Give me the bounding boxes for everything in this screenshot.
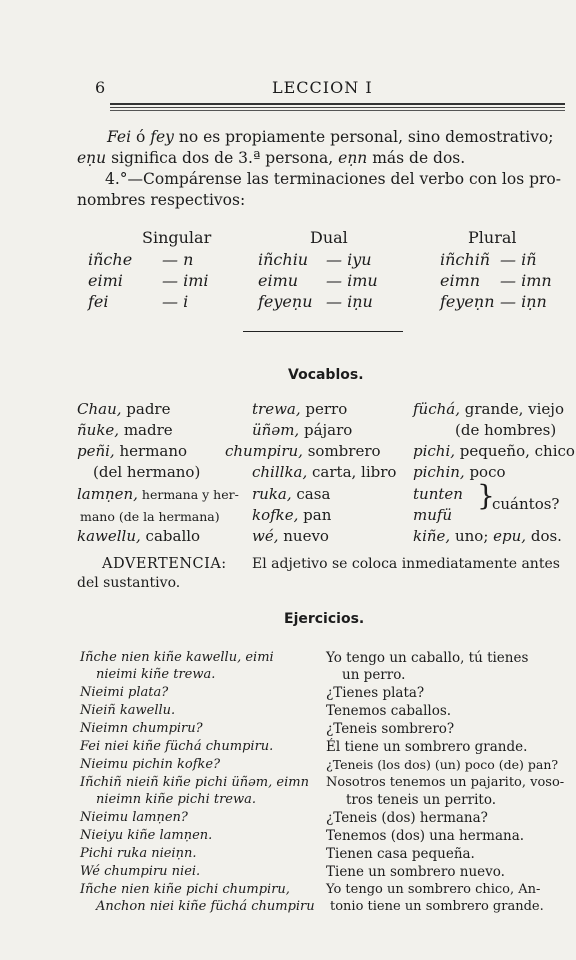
vocab-word: mufü xyxy=(413,506,453,524)
vocab-word: tunten xyxy=(413,485,463,503)
vocab-gloss: padre xyxy=(121,400,171,418)
vocab-entry xyxy=(225,442,381,460)
exercise-mapuche: Fei niei kiñe füchá chumpiru. xyxy=(80,739,274,754)
pronoun: eimu xyxy=(258,271,299,290)
vocab-entry xyxy=(77,527,200,545)
vocab-word: füchá, xyxy=(413,400,460,418)
exercise-mapuche: Iñche nien kiñe pichi chumpiru, xyxy=(80,882,290,897)
vocab-entry xyxy=(413,442,575,460)
advertencia-line2: del sustantivo. xyxy=(77,575,181,591)
pronoun: eimi xyxy=(88,271,123,290)
exercise-mapuche: Iñche nien kiñe kawellu, eimi xyxy=(80,650,274,665)
vocab-gloss: perro xyxy=(300,400,348,418)
plural-heading: Plural xyxy=(468,228,517,247)
vocab-entry xyxy=(252,527,329,545)
vocab-gloss: (de hombres) xyxy=(455,421,557,439)
ending: — imi xyxy=(162,271,209,290)
vocab-gloss: pequeño, chico xyxy=(455,442,575,460)
pronoun: feyeṇu xyxy=(258,292,313,311)
word: fey xyxy=(150,128,174,146)
pronoun: feyeṇn xyxy=(440,292,495,311)
pronoun: fei xyxy=(88,292,109,311)
vocab-gloss: (del hermano) xyxy=(93,463,201,481)
vocab-word: Chau, xyxy=(77,400,122,418)
text: más de dos. xyxy=(367,149,466,167)
exercise-spanish: Tenemos (dos) una hermana. xyxy=(326,828,525,844)
running-title: LECCION I xyxy=(272,78,373,97)
exercise-spanish: Tiene un sombrero nuevo. xyxy=(326,864,505,880)
vocab-word: lamṇen, xyxy=(77,485,138,503)
exercise-spanish: Tienen casa pequeña. xyxy=(326,846,475,862)
vocab-gloss: casa xyxy=(291,485,331,503)
pronoun: eimn xyxy=(440,271,481,290)
exercise-spanish: Tenemos caballos. xyxy=(326,703,452,719)
ending: — n xyxy=(162,250,194,269)
brace-icon: } xyxy=(477,479,495,512)
vocab-gloss: nuevo xyxy=(278,527,329,545)
vocab-gloss: cuántos? xyxy=(492,495,560,513)
vocab-word: pichin, xyxy=(413,463,465,481)
page-number: 6 xyxy=(95,78,106,97)
vocab-word: kawellu, xyxy=(77,527,141,545)
ending: — iñ xyxy=(500,250,537,269)
section-divider xyxy=(243,331,403,332)
exercise-mapuche: Iñchiñ nieiñ kiñe pichi üñəm, eimn xyxy=(80,775,309,790)
exercises-title: Ejercicios. xyxy=(284,611,365,627)
exercise-spanish: tros teneis un perrito. xyxy=(346,792,497,808)
ending: — iṇn xyxy=(500,292,547,311)
vocab-gloss: hermano xyxy=(114,442,188,460)
intro-line-1 xyxy=(107,127,554,148)
vocab-entry xyxy=(252,463,396,481)
exercise-spanish: un perro. xyxy=(342,667,406,683)
intro-line-3: 4.°—Compárense las terminaciones del verbo con los pro- xyxy=(105,170,561,188)
singular-heading: Singular xyxy=(142,228,212,247)
pronoun: iñchiu xyxy=(258,250,309,269)
exercise-mapuche: Nieimn chumpiru? xyxy=(80,721,203,736)
advertencia-text: El adjetivo se coloca inmediatamente antes xyxy=(252,556,560,572)
exercise-mapuche: Nieiyu kiñe lamṇen. xyxy=(80,828,213,843)
text: no es propiamente personal, sino demostrativo; xyxy=(173,128,554,146)
exercise-spanish: ¿Teneis sombrero? xyxy=(326,721,455,737)
text: ó xyxy=(131,128,151,146)
exercise-mapuche: Nieiñ kawellu. xyxy=(80,703,176,718)
exercise-spanish: Él tiene un sombrero grande. xyxy=(326,739,528,755)
exercise-spanish: Nosotros tenemos un pajarito, voso- xyxy=(326,775,565,790)
exercise-spanish: Yo tengo un sombrero chico, An- xyxy=(326,882,541,897)
vocab-entry xyxy=(77,485,239,503)
vocab-entry xyxy=(413,527,562,545)
vocab-word: chillka, xyxy=(252,463,308,481)
vocab-gloss: grande, viejo xyxy=(460,400,564,418)
dual-heading: Dual xyxy=(310,228,348,247)
intro-line-4: nombres respectivos: xyxy=(77,191,246,209)
vocab-gloss: madre xyxy=(119,421,173,439)
vocab-gloss: poco xyxy=(464,463,506,481)
vocab-title: Vocablos. xyxy=(288,367,364,383)
vocab-word: peñi, xyxy=(77,442,115,460)
ending: — iyu xyxy=(326,250,372,269)
vocab-entry xyxy=(77,442,187,460)
vocab-gloss: pájaro xyxy=(299,421,353,439)
vocab-word: kiñe, xyxy=(413,527,451,545)
exercise-spanish: Yo tengo un caballo, tú tienes xyxy=(326,650,529,666)
ending: — i xyxy=(162,292,189,311)
pronoun: iñchiñ xyxy=(440,250,491,269)
exercise-spanish: ¿Teneis (dos) hermana? xyxy=(326,810,488,826)
vocab-word: trewa, xyxy=(252,400,301,418)
exercise-spanish: ¿Tienes plata? xyxy=(326,685,425,701)
vocab-gloss: sombrero xyxy=(302,442,381,460)
exercise-mapuche: Anchon niei kiñe füchá chumpiru xyxy=(96,899,315,914)
exercise-mapuche: Nieimu lamṇen? xyxy=(80,810,188,825)
vocab-gloss: carta, libro xyxy=(307,463,397,481)
vocab-entry xyxy=(77,421,173,439)
vocab-gloss: pan xyxy=(298,506,332,524)
vocab-entry xyxy=(413,400,564,418)
ending: — imn xyxy=(500,271,552,290)
vocab-entry xyxy=(77,400,170,418)
vocab-word: epu, xyxy=(493,527,527,545)
exercise-mapuche: nieimi kiñe trewa. xyxy=(96,667,216,682)
vocab-gloss: mano (de la hermana) xyxy=(80,509,220,524)
ending: — iṇu xyxy=(326,292,373,311)
vocab-gloss: hermana y her- xyxy=(137,487,239,502)
exercise-mapuche: Wé chumpiru niei. xyxy=(80,864,201,879)
exercise-mapuche: nieimn kiñe pichi trewa. xyxy=(96,792,257,807)
pronoun: iñche xyxy=(88,250,133,269)
vocab-entry xyxy=(252,506,331,524)
text: significa dos de 3.ª persona, xyxy=(106,149,339,167)
exercise-spanish: ¿Teneis (los dos) (un) poco (de) pan? xyxy=(326,757,559,772)
ending: — imu xyxy=(326,271,378,290)
vocab-word: kofke, xyxy=(252,506,299,524)
vocab-gloss: uno; xyxy=(450,527,494,545)
vocab-word: ñuke, xyxy=(77,421,120,439)
vocab-entry xyxy=(252,400,347,418)
word: eṇu xyxy=(77,149,107,167)
vocab-word: wé, xyxy=(252,527,279,545)
exercise-mapuche: Pichi ruka nieiṇn. xyxy=(80,846,197,861)
exercise-mapuche: Nieimu pichin kofke? xyxy=(80,757,221,772)
header-rule xyxy=(110,103,565,105)
word: eṇn xyxy=(338,149,368,167)
vocab-gloss: dos. xyxy=(526,527,562,545)
vocab-word: ruka, xyxy=(252,485,292,503)
exercise-mapuche: Nieimi plata? xyxy=(80,685,169,700)
vocab-word: üñəm, xyxy=(252,421,300,439)
vocab-word: pichi, xyxy=(413,442,456,460)
word: Fei xyxy=(107,128,132,146)
vocab-entry xyxy=(252,485,330,503)
vocab-entry xyxy=(252,421,352,439)
header-rule xyxy=(110,107,565,108)
vocab-word: chumpiru, xyxy=(225,442,303,460)
exercise-spanish: tonio tiene un sombrero grande. xyxy=(330,899,544,914)
vocab-gloss: caballo xyxy=(140,527,201,545)
header-rule xyxy=(110,110,565,111)
advertencia-label: ADVERTENCIA: xyxy=(102,556,227,572)
intro-line-2 xyxy=(77,148,465,169)
